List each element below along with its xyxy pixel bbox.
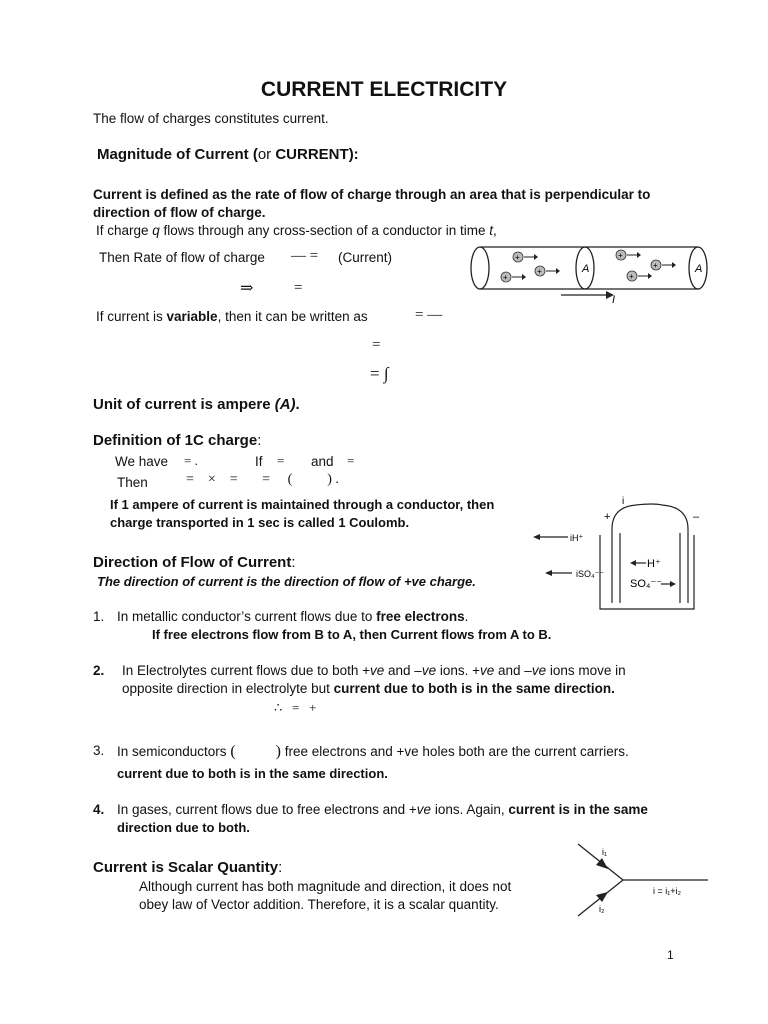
- implies-equation: =: [294, 280, 303, 296]
- charge-time-text: If charge q flows through any cross-section of a conductor in time t,: [96, 223, 497, 238]
- implies-symbol: ⇒: [240, 280, 254, 297]
- coulomb-text-2: charge transported in 1 sec is called 1 Coulomb.: [110, 515, 410, 530]
- cathode-minus: –: [693, 511, 700, 523]
- item-2-text: In Electrolytes current flows due to both +ve and –ve ions. +ve and –ve ions move in: [122, 663, 626, 678]
- iso4-arrow: [545, 570, 572, 576]
- conductor-figure: [466, 243, 716, 305]
- electrolyte-cell: [600, 504, 694, 609]
- svg-text:+: +: [653, 261, 658, 270]
- item-1-text: In metallic conductor’s current flows due to free electrons.: [117, 609, 469, 624]
- electrolyte-figure: [530, 493, 710, 615]
- area-label-2: A: [695, 263, 703, 275]
- so4-ion-label: SO₄⁻⁻: [630, 578, 662, 590]
- we-have-equation: = .: [184, 453, 198, 468]
- item-4-text: In gases, current flows due to free electrons and +ve ions. Again, current is in the same: [117, 802, 648, 817]
- variable-equation-3: = ∫: [370, 364, 389, 383]
- item-1-number: 1.: [93, 609, 105, 624]
- page-title: CURRENT ELECTRICITY: [260, 78, 508, 101]
- and-equation: =: [347, 453, 355, 468]
- item-3-line-2: current due to both is in the same direction.: [117, 766, 388, 781]
- h-ion-label: H⁺: [647, 558, 661, 570]
- we-have-label: We have: [115, 454, 169, 469]
- then-equation: = × = = ( ) .: [186, 472, 339, 487]
- magnitude-heading: Magnitude of Current (or CURRENT):: [97, 146, 359, 163]
- svg-text:+: +: [503, 273, 508, 282]
- variable-equation-2: =: [372, 337, 381, 353]
- iso4-label: iSO₄⁻⁻: [576, 569, 605, 579]
- if-label: If: [255, 454, 263, 469]
- and-label: and: [311, 454, 334, 469]
- if-equation: =: [277, 453, 285, 468]
- area-label-1: A: [582, 263, 590, 275]
- scalar-heading: Current is Scalar Quantity:: [93, 859, 283, 876]
- definition-line-2: direction of flow of charge.: [93, 205, 266, 220]
- sum-label: i = i₁+i₂: [653, 886, 682, 896]
- item-4-line-2: direction due to both.: [117, 820, 250, 835]
- ih-arrow: [533, 534, 568, 540]
- definition-heading: Definition of 1C charge:: [93, 432, 262, 449]
- current-arrow: [561, 291, 614, 299]
- svg-text:+: +: [537, 267, 542, 276]
- then-label: Then: [117, 475, 148, 490]
- variable-equation-1: = —: [415, 307, 443, 323]
- item-1-line-2: If free electrons flow from B to A, then Current flows from A to B.: [152, 627, 552, 642]
- ih-label: iH⁺: [570, 533, 584, 543]
- anode-plus: +: [604, 511, 611, 523]
- item-2-number: 2.: [93, 663, 105, 678]
- rate-of-flow-label: Then Rate of flow of charge: [99, 250, 265, 265]
- coulomb-text-1: If 1 ampere of current is maintained through a conductor, then: [110, 497, 495, 512]
- item-2-equation: ∴ = +: [274, 700, 317, 715]
- svg-text:+: +: [629, 272, 634, 281]
- so4-ion-arrow: [661, 581, 676, 587]
- intro-text: The flow of charges constitutes current.: [93, 111, 329, 126]
- junction-figure: [572, 840, 712, 920]
- svg-text:+: +: [515, 253, 520, 262]
- item-4-number: 4.: [93, 802, 105, 817]
- current-i-label: i: [622, 496, 625, 507]
- item-3-text: In semiconductors ( ) free electrons and +ve holes both are the current carriers.: [117, 743, 629, 760]
- scalar-text-1: Although current has both magnitude and direction, it does not: [139, 879, 512, 894]
- definition-line-1: Current is defined as the rate of flow of charge through an area that is perpendicular to: [93, 187, 651, 202]
- i2-label: i₂: [599, 904, 605, 914]
- page-number: 1: [667, 948, 674, 962]
- junction-lines: [578, 844, 708, 916]
- current-label: (Current): [338, 250, 393, 265]
- rate-equation: — =: [291, 248, 319, 264]
- svg-text:+: +: [618, 251, 623, 260]
- item-2-line-2: opposite direction in electrolyte but current due to both is in the same direction.: [122, 681, 615, 696]
- i1-label: i₁: [602, 847, 608, 857]
- item-3-number: 3.: [93, 743, 105, 758]
- h-ion-arrow: [630, 560, 646, 566]
- direction-subtitle: The direction of current is the direction of flow of +ve charge.: [97, 574, 476, 589]
- unit-heading: Unit of current is ampere (A).: [93, 396, 300, 413]
- direction-heading: Direction of Flow of Current:: [93, 554, 296, 571]
- current-label-i: I: [612, 294, 616, 305]
- variable-current-text: If current is variable, then it can be written as: [96, 309, 368, 324]
- scalar-text-2: obey law of Vector addition. Therefore, it is a scalar quantity.: [139, 897, 499, 912]
